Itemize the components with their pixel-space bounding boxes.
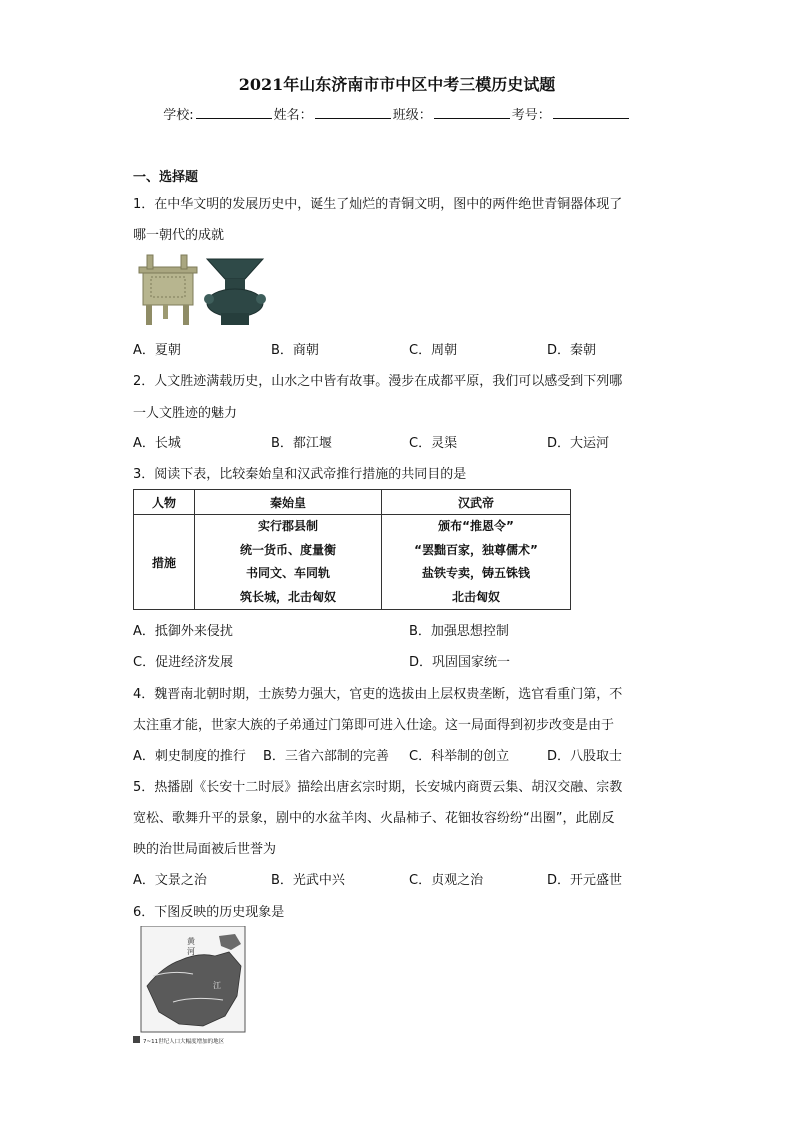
exam-no-label: 考号： [511,108,551,123]
population-map [133,926,251,1046]
map-caption: 7~11世纪人口大幅度增加的地区 [143,1039,225,1045]
q5-option-d[interactable]: D．开元盛世 [547,873,623,888]
q5-option-c[interactable]: C．贞观之治 [409,873,484,888]
table-header-person: 人物 [134,490,195,515]
school-label: 学校: [163,108,194,123]
table-row-label: 措施 [134,515,195,610]
q2-option-a[interactable]: A．长城 [133,436,181,451]
q1-line2: 哪一朝代的成就 [133,228,225,243]
page-title: 2021年山东济南市市中区中考三模历史试题 [238,75,556,94]
q3-option-b[interactable]: B．加强思想控制 [409,624,509,639]
legend-swatch [133,1036,140,1043]
qin-measures-cell [195,515,382,610]
name-label: 姓名： [273,108,313,123]
han-measure: 颁布“推恩令” [438,519,514,533]
table-header-han: 汉武帝 [382,490,571,515]
q2-line2: 一人文胜迹的魅力 [133,406,238,421]
q5-line2: 宽松、歌舞升平的景象，剧中的水盆羊肉、火晶柿子、花钿妆容纷纷“出圈”，此剧反 [133,811,615,826]
exam-no-blank[interactable] [553,106,629,119]
qin-measure: 书同文、车同轨 [245,566,330,580]
qin-measure: 筑长城，北击匈奴 [239,589,336,604]
q2-option-c[interactable]: C．灵渠 [409,436,458,451]
q1-line1: 1．在中华文明的发展历史中，诞生了灿烂的青铜文明，图中的两件绝世青铜器体现了 [133,197,623,212]
q4-line1: 4．魏晋南北朝时期，士族势力强大，官吏的选拔由上层权贵垄断，选官看重门第，不 [133,687,623,702]
bronze-vessels-image [133,253,271,327]
q2-line1: 2．人文胜迹满载历史，山水之中皆有故事。漫步在成都平原，我们可以感受到下列哪 [133,374,623,389]
q3-option-c[interactable]: C．促进经济发展 [133,655,234,670]
q5-option-b[interactable]: B．光武中兴 [271,873,345,888]
han-measure: 盐铁专卖，铸五铢钱 [421,566,530,580]
q1-option-b[interactable]: B．商朝 [271,343,319,358]
q5-line1: 5．热播剧《长安十二时辰》描绘出唐玄宗时期，长安城内商贾云集、胡汉交融、宗教 [133,780,623,795]
school-blank[interactable] [196,106,272,119]
table-header-qin: 秦始皇 [195,490,382,515]
table-header-row [134,490,571,515]
student-info-line [0,104,794,123]
q4-option-a[interactable]: A．刺史制度的推行 [133,749,246,764]
map-label-he: 河 [187,947,195,956]
han-measure: “罢黜百家，独尊儒术” [414,542,538,557]
qin-measure: 实行郡县制 [257,519,318,533]
q6-line1: 6．下图反映的历史现象是 [133,905,285,920]
q4-option-c[interactable]: C．科举制的创立 [409,749,510,764]
q5-line3: 映的治世局面被后世誉为 [133,842,277,857]
section-title: 一、选择题 [133,170,199,185]
q1-option-c[interactable]: C．周朝 [409,343,458,358]
han-measure: 北击匈奴 [451,589,500,604]
q4-option-b[interactable]: B．三省六部制的完善 [263,749,389,764]
comparison-table [133,489,571,610]
q3-option-a[interactable]: A．抵御外来侵扰 [133,624,233,639]
q4-option-d[interactable]: D．八股取士 [547,749,623,764]
q3-line1: 3．阅读下表，比较秦始皇和汉武帝推行措施的共同目的是 [133,467,467,482]
q2-option-d[interactable]: D．大运河 [547,436,610,451]
han-measures-cell [382,515,571,610]
table-row [134,515,571,610]
map-label-jiang: 江 [213,981,221,990]
map-label-huang: 黄 [187,937,195,946]
q1-option-a[interactable]: A．夏朝 [133,343,181,358]
qin-measure: 统一货币、度量衡 [239,542,336,557]
zun-vessel [204,259,266,325]
class-blank[interactable] [434,106,510,119]
q5-option-a[interactable]: A．文景之治 [133,873,207,888]
q2-option-b[interactable]: B．都江堰 [271,436,332,451]
q1-option-d[interactable]: D．秦朝 [547,343,597,358]
square-ding-vessel [139,255,197,325]
class-label: 班级： [392,108,432,123]
name-blank[interactable] [315,106,391,119]
q3-option-d[interactable]: D．巩固国家统一 [409,655,511,670]
q4-line2: 太注重才能，世家大族的子弟通过门第即可进入仕途。这一局面得到初步改变是由于 [133,718,615,733]
